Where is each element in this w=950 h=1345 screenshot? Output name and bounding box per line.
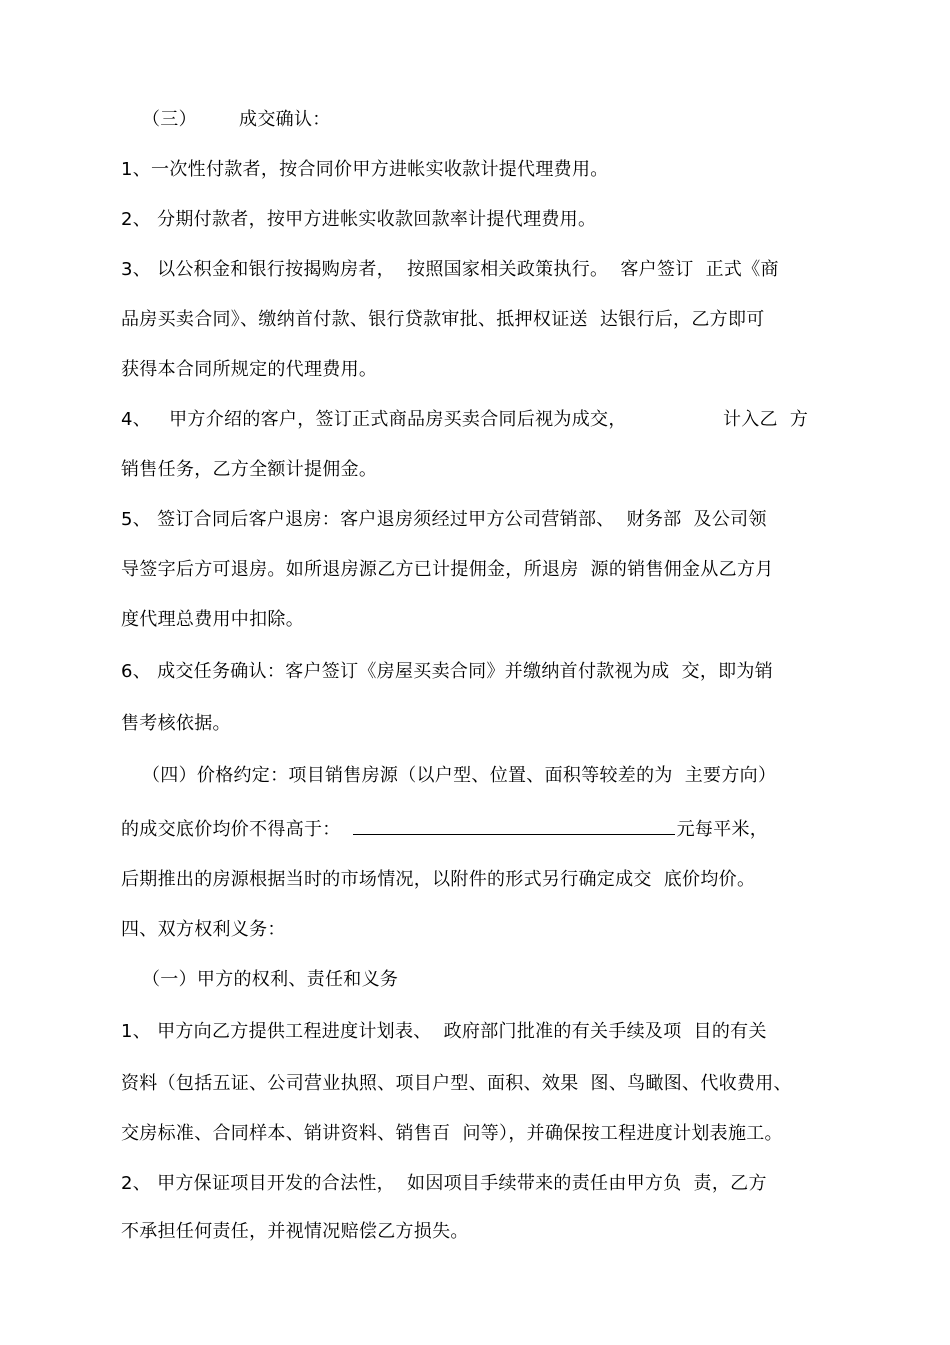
subsection-heading-1: （一）甲方的权利、责任和义务 — [142, 969, 399, 990]
duty-2-line-2: 不承担任何责任，并视情况赔偿乙方损失。 — [121, 1221, 469, 1242]
clause-3-line-2: 品房买卖合同》、缴纳首付款、银行贷款审批、抵押权证送 达银行后，乙方即可 — [121, 309, 765, 330]
chapter-heading-4: 四、双方权利义务： — [121, 919, 286, 940]
clause-5-line-2: 导签字后方可退房。如所退房源乙方已计提佣金，所退房 源的销售佣金从乙方月 — [121, 559, 774, 580]
section-heading-4: （四）价格约定：项目销售房源（以户型、位置、面积等较差的为 主要方向） — [142, 765, 777, 786]
section-heading-3: （三） 成交确认： — [142, 109, 331, 130]
duty-2-line-1: 2、 甲方保证项目开发的合法性， 如因项目手续带来的责任由甲方负 责，乙方 — [121, 1173, 767, 1194]
clause-5-line-3: 度代理总费用中扣除。 — [121, 609, 304, 630]
price-blank — [353, 816, 675, 835]
clause-5-line-1: 5、 签订合同后客户退房：客户退房须经过甲方公司营销部、 财务部 及公司领 — [121, 509, 767, 530]
price-unit: 元每平米， — [676, 819, 769, 840]
clause-2: 2、 分期付款者，按甲方进帐实收款回款率计提代理费用。 — [121, 209, 597, 230]
price-line — [121, 816, 768, 842]
price-label: 的成交底价均价不得高于： — [121, 819, 341, 840]
price-note: 后期推出的房源根据当时的市场情况，以附件的形式另行确定成交 底价均价。 — [121, 869, 756, 890]
duty-1-line-3: 交房标准、合同样本、销讲资料、销售百 问等），并确保按工程进度计划表施工。 — [121, 1123, 783, 1144]
clause-3-line-3: 获得本合同所规定的代理费用。 — [121, 359, 378, 380]
clause-4-line-1: 4、 甲方介绍的客户，签订正式商品房买卖合同后视为成交， 计入乙 方 — [121, 409, 809, 430]
clause-4-line-2: 销售任务，乙方全额计提佣金。 — [121, 459, 378, 480]
duty-1-line-2: 资料（包括五证、公司营业执照、项目户型、面积、效果 图、鸟瞰图、代收费用、 — [121, 1073, 792, 1094]
clause-1: 1、一次性付款者，按合同价甲方进帐实收款计提代理费用。 — [121, 159, 609, 180]
clause-6-line-1: 6、 成交任务确认：客户签订《房屋买卖合同》并缴纳首付款视为成 交，即为销 — [121, 661, 774, 682]
duty-1-line-1: 1、 甲方向乙方提供工程进度计划表、 政府部门批准的有关手续及项 目的有关 — [121, 1021, 767, 1042]
clause-3-line-1: 3、 以公积金和银行按揭购房者， 按照国家相关政策执行。 客户签订 正式《商 — [121, 259, 779, 280]
clause-6-line-2: 售考核依据。 — [121, 713, 231, 734]
